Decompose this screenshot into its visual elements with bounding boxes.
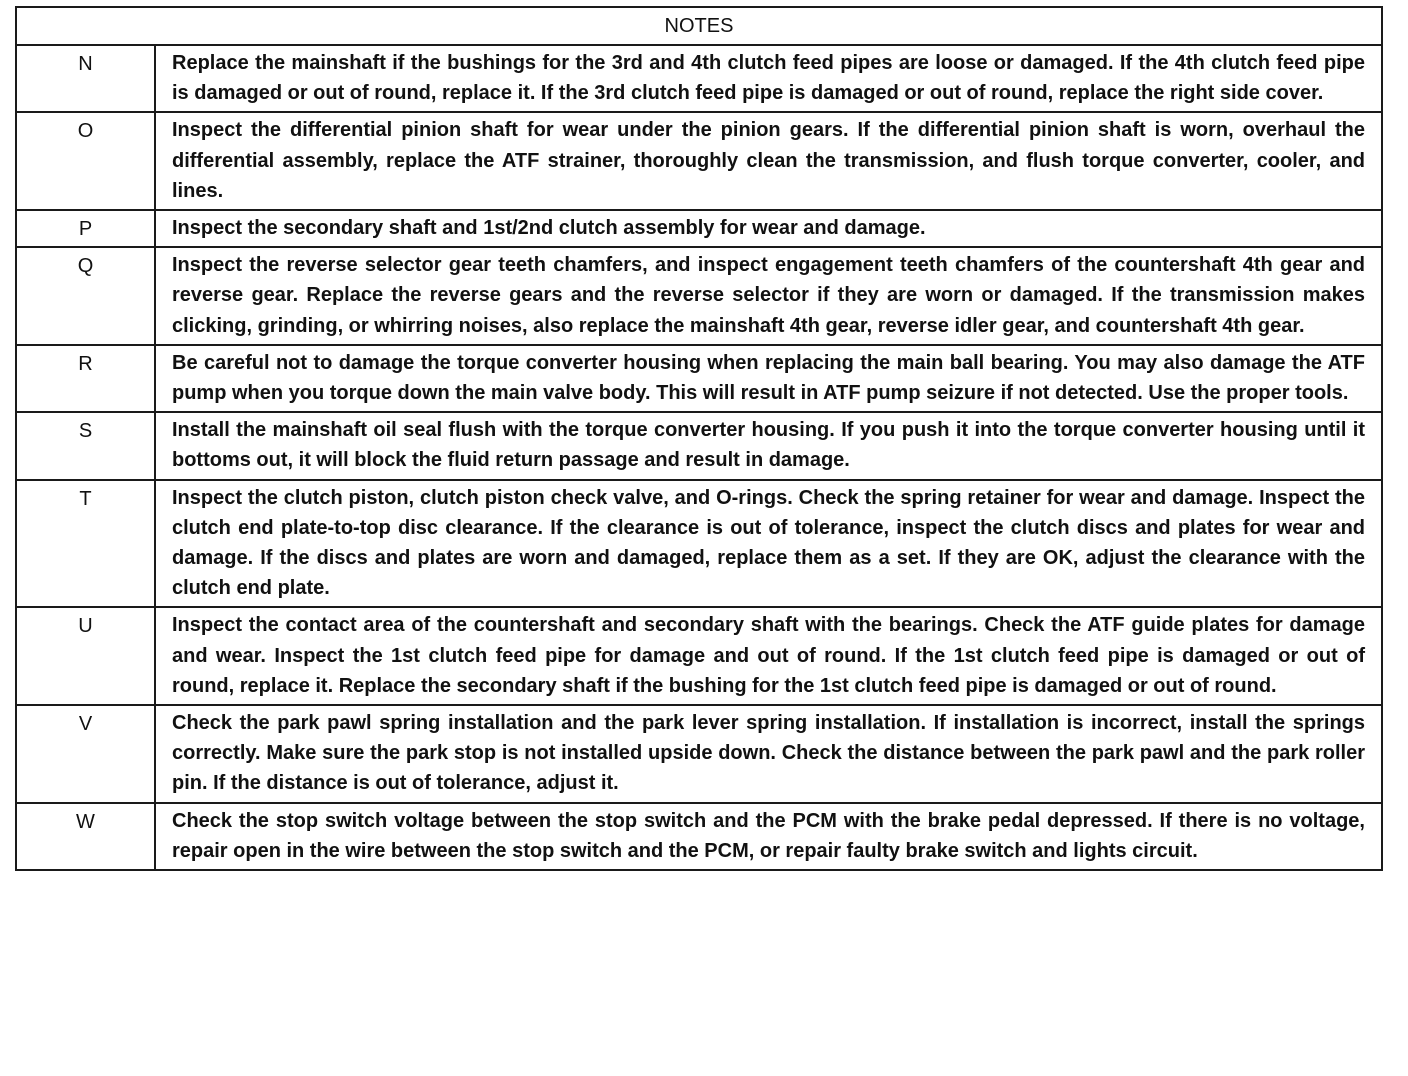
table-row xyxy=(16,345,1382,412)
note-code: P xyxy=(16,210,155,247)
table-row xyxy=(16,803,1382,870)
table-row xyxy=(16,412,1382,479)
note-text: Check the park pawl spring installation and the park lever spring installation. If installation is incorrect, install the springs correctly. Make sure the park stop is not installed upside down. Check the distance between the park pawl and the park roller pin. If the distance is out of tolerance, adjust it. xyxy=(155,705,1382,803)
note-text: Inspect the reverse selector gear teeth chamfers, and inspect engagement teeth chamfers of the countershaft 4th gear and reverse gear. Replace the reverse gears and the reverse selector if they are worn or damaged. If the transmission makes clicking, grinding, or whirring noises, also replace the mainshaft 4th gear, reverse idler gear, and countershaft 4th gear. xyxy=(155,247,1382,345)
note-code: S xyxy=(16,412,155,479)
note-code: N xyxy=(16,45,155,112)
table-row xyxy=(16,480,1382,608)
table-row xyxy=(16,705,1382,803)
note-text: Be careful not to damage the torque converter housing when replacing the main ball bearing. You may also damage the ATF pump when you torque down the main valve body. This will result in ATF pump seizure if not detected. Use the proper tools. xyxy=(155,345,1382,412)
note-text: Inspect the differential pinion shaft for wear under the pinion gears. If the differential pinion shaft is worn, overhaul the differential assembly, replace the ATF strainer, thoroughly clean the transmission, and flush torque converter, cooler, and lines. xyxy=(155,112,1382,210)
note-text: Inspect the secondary shaft and 1st/2nd clutch assembly for wear and damage. xyxy=(155,210,1382,247)
note-code: W xyxy=(16,803,155,870)
note-text: Check the stop switch voltage between the stop switch and the PCM with the brake pedal depressed. If there is no voltage, repair open in the wire between the stop switch and the PCM, or repair faulty brake switch and lights circuit. xyxy=(155,803,1382,870)
table-row xyxy=(16,210,1382,247)
note-code: U xyxy=(16,607,155,705)
note-code: R xyxy=(16,345,155,412)
table-row xyxy=(16,247,1382,345)
note-text: Inspect the clutch piston, clutch piston check valve, and O-rings. Check the spring retainer for wear and damage. Inspect the clutch end plate-to-top disc clearance. If the clearance is out of tolerance, inspect the clutch discs and plates for wear and damage. If the discs and plates are worn and damaged, replace them as a set. If they are OK, adjust the clearance with the clutch end plate. xyxy=(155,480,1382,608)
notes-header: NOTES xyxy=(16,7,1382,45)
note-text: Install the mainshaft oil seal flush with the torque converter housing. If you push it into the torque converter housing until it bottoms out, it will block the fluid return passage and result in damage. xyxy=(155,412,1382,479)
table-header-row xyxy=(16,7,1382,45)
note-code: Q xyxy=(16,247,155,345)
table-row xyxy=(16,112,1382,210)
note-code: O xyxy=(16,112,155,210)
table-row xyxy=(16,45,1382,112)
note-text: Replace the mainshaft if the bushings for the 3rd and 4th clutch feed pipes are loose or damaged. If the 4th clutch feed pipe is damaged or out of round, replace it. If the 3rd clutch feed pipe is damaged or out of round, replace the right side cover. xyxy=(155,45,1382,112)
note-code: T xyxy=(16,480,155,608)
table-row xyxy=(16,607,1382,705)
note-code: V xyxy=(16,705,155,803)
note-text: Inspect the contact area of the countershaft and secondary shaft with the bearings. Check the ATF guide plates for damage and wear. Inspect the 1st clutch feed pipe for damage and out of round. If the 1st clutch feed pipe is damaged or out of round, replace it. Replace the secondary shaft if the bushing for the 1st clutch feed pipe is damaged or out of round. xyxy=(155,607,1382,705)
notes-table xyxy=(15,6,1383,871)
